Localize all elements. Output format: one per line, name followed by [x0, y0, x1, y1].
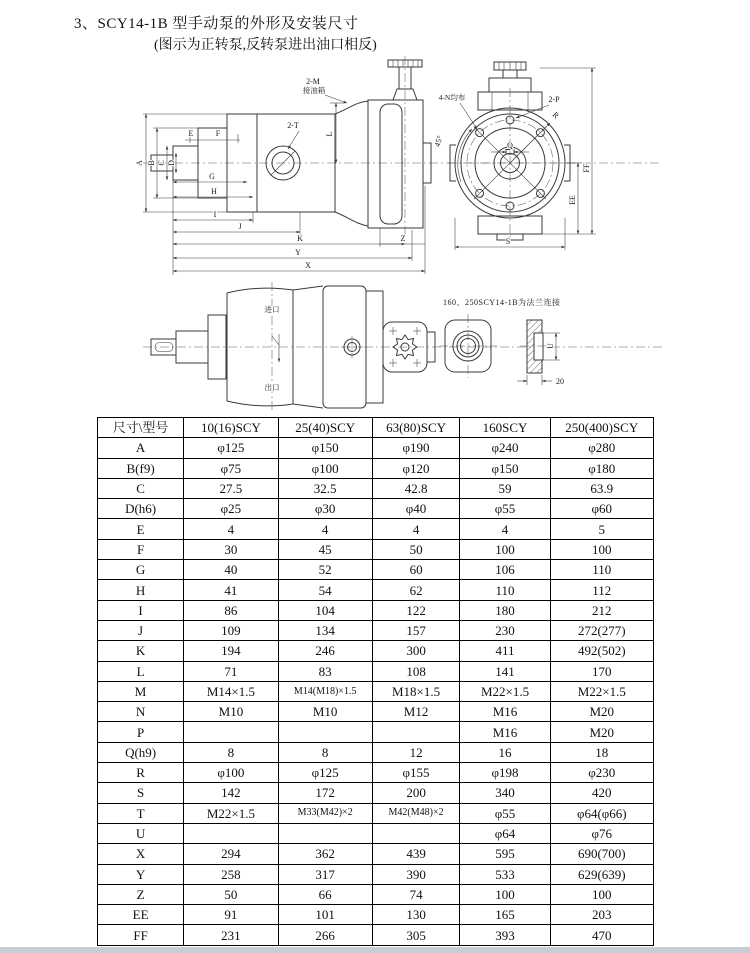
table-cell: φ64	[460, 823, 550, 843]
table-cell: 100	[550, 539, 653, 559]
table-header-row	[98, 418, 654, 438]
table-cell: 165	[460, 905, 550, 925]
table-cell: 60	[372, 560, 460, 580]
table-cell: 294	[184, 844, 279, 864]
table-row-label: M	[98, 681, 184, 701]
table-cell: 50	[184, 884, 279, 904]
table-row-label: J	[98, 620, 184, 640]
table-cell: 8	[278, 742, 372, 762]
table-cell: 180	[460, 600, 550, 620]
dim-label-20: 20	[556, 377, 564, 386]
table-cell: 533	[460, 864, 550, 884]
table-cell: M22×1.5	[460, 681, 550, 701]
table-row-label: R	[98, 763, 184, 783]
dimension-table	[97, 417, 654, 946]
table-cell: 317	[278, 864, 372, 884]
dim-label-x: X	[305, 261, 311, 270]
table-row	[98, 844, 654, 864]
table-cell: 16	[460, 742, 550, 762]
table-row-label: L	[98, 661, 184, 681]
table-cell: 194	[184, 641, 279, 661]
dim-label-g: G	[209, 172, 215, 181]
table-cell: φ25	[184, 499, 279, 519]
table-cell: M16	[460, 702, 550, 722]
table-cell: 86	[184, 600, 279, 620]
dim-label-u: U	[546, 343, 555, 349]
port-label-tank: 接油箱	[302, 86, 326, 95]
table-cell	[372, 722, 460, 742]
table-cell: 91	[184, 905, 279, 925]
page-bottom-edge	[0, 947, 750, 953]
table-cell: 142	[184, 783, 279, 803]
table-row	[98, 823, 654, 843]
table-cell: M14×1.5	[184, 681, 279, 701]
table-cell	[278, 823, 372, 843]
table-header-cell: 160SCY	[460, 418, 550, 438]
table-cell: φ64(φ66)	[550, 803, 653, 823]
table-cell: 100	[460, 884, 550, 904]
table-cell: 629(639)	[550, 864, 653, 884]
dim-label-l: L	[325, 131, 334, 137]
table-row	[98, 499, 654, 519]
table-row-label: C	[98, 478, 184, 498]
table-cell: 231	[184, 925, 279, 945]
table-row	[98, 458, 654, 478]
table-cell: φ55	[460, 803, 550, 823]
table-cell: 110	[460, 580, 550, 600]
table-cell: 5	[550, 519, 653, 539]
table-cell: 104	[278, 600, 372, 620]
table-cell: 40	[184, 560, 279, 580]
table-cell	[184, 722, 279, 742]
table-row-label: FF	[98, 925, 184, 945]
dim-label-e: E	[188, 129, 194, 138]
label-45deg: 45°	[432, 134, 445, 148]
table-row-label: H	[98, 580, 184, 600]
pump-technical-drawing	[0, 50, 750, 420]
table-cell: φ30	[278, 499, 372, 519]
table-cell: 4	[278, 519, 372, 539]
page-subtitle: (图示为正转泵,反转泵进出油口相反)	[154, 38, 377, 53]
table-cell: φ40	[372, 499, 460, 519]
table-row	[98, 681, 654, 701]
table-cell: 62	[372, 580, 460, 600]
table-cell: M22×1.5	[184, 803, 279, 823]
table-cell: M14(M18)×1.5	[278, 681, 372, 701]
table-cell: 63.9	[550, 478, 653, 498]
table-row	[98, 884, 654, 904]
table-cell: φ150	[278, 438, 372, 458]
table-row-label: F	[98, 539, 184, 559]
table-cell: 172	[278, 783, 372, 803]
table-row	[98, 438, 654, 458]
front-view	[433, 62, 596, 250]
dim-label-ee: EE	[568, 195, 577, 205]
table-cell: 42.8	[372, 478, 460, 498]
table-row	[98, 722, 654, 742]
table-cell: 74	[372, 884, 460, 904]
table-cell: φ198	[460, 763, 550, 783]
table-cell: M42(M48)×2	[372, 803, 460, 823]
table-row	[98, 803, 654, 823]
table-cell: 690(700)	[550, 844, 653, 864]
table-cell: 420	[550, 783, 653, 803]
dim-label-f: F	[215, 129, 221, 138]
label-2p: 2-P	[548, 95, 560, 104]
side-view	[140, 56, 662, 236]
table-cell: φ190	[372, 438, 460, 458]
dim-label-a: A	[135, 160, 144, 166]
dim-label-s: S	[505, 237, 511, 246]
flange-note: 160、250SCY14-1B为法兰连接	[443, 298, 561, 307]
table-row	[98, 641, 654, 661]
table-cell: φ125	[278, 763, 372, 783]
table-cell: 41	[184, 580, 279, 600]
dim-label-r: R	[550, 110, 561, 121]
table-row-label: K	[98, 641, 184, 661]
table-row	[98, 620, 654, 640]
table-cell	[184, 823, 279, 843]
table-header-cell: 尺寸\型号	[98, 418, 184, 438]
table-header-cell: 250(400)SCY	[550, 418, 653, 438]
table-row-label: B(f9)	[98, 458, 184, 478]
table-row	[98, 539, 654, 559]
table-cell: 362	[278, 844, 372, 864]
table-cell: 27.5	[184, 478, 279, 498]
table-cell: M12	[372, 702, 460, 722]
table-cell	[372, 823, 460, 843]
table-cell: φ75	[184, 458, 279, 478]
table-cell: M20	[550, 722, 653, 742]
table-cell: 157	[372, 620, 460, 640]
dim-label-ff: FF	[582, 163, 591, 173]
table-cell: φ180	[550, 458, 653, 478]
table-row-label: S	[98, 783, 184, 803]
port-label-2m: 2-M	[306, 77, 320, 86]
dim-label-y: Y	[295, 248, 301, 257]
flange-detail-views	[439, 297, 564, 386]
table-cell: 32.5	[278, 478, 372, 498]
dim-label-d: D	[167, 160, 176, 166]
table-cell: 8	[184, 742, 279, 762]
table-header-cell: 63(80)SCY	[372, 418, 460, 438]
table-cell: 12	[372, 742, 460, 762]
dim-label-j: J	[238, 222, 242, 231]
table-cell: 230	[460, 620, 550, 640]
table-cell	[278, 722, 372, 742]
table-cell: 266	[278, 925, 372, 945]
table-cell: φ155	[372, 763, 460, 783]
table-cell: 390	[372, 864, 460, 884]
table-cell: 108	[372, 661, 460, 681]
table-cell: 492(502)	[550, 641, 653, 661]
table-cell: 106	[460, 560, 550, 580]
table-cell: φ55	[460, 499, 550, 519]
table-cell: 439	[372, 844, 460, 864]
table-cell: 272(277)	[550, 620, 653, 640]
table-cell: 212	[550, 600, 653, 620]
table-row	[98, 763, 654, 783]
table-cell: M33(M42)×2	[278, 803, 372, 823]
table-row	[98, 519, 654, 539]
table-row-label: X	[98, 844, 184, 864]
table-cell: 305	[372, 925, 460, 945]
table-row-label: G	[98, 560, 184, 580]
handwheel-front	[494, 62, 526, 78]
table-cell: 71	[184, 661, 279, 681]
dim-label-b: B	[147, 160, 156, 166]
table-cell: 30	[184, 539, 279, 559]
dim-label-z: Z	[400, 234, 406, 243]
table-cell: φ100	[278, 458, 372, 478]
table-row	[98, 560, 654, 580]
table-row	[98, 661, 654, 681]
table-cell: 109	[184, 620, 279, 640]
table-cell: 595	[460, 844, 550, 864]
table-cell: 246	[278, 641, 372, 661]
table-cell: 54	[278, 580, 372, 600]
table-cell: M10	[184, 702, 279, 722]
outlet-label: 出口	[264, 383, 280, 392]
table-row-label: Z	[98, 884, 184, 904]
table-row-label: Y	[98, 864, 184, 884]
table-row	[98, 478, 654, 498]
table-cell: M16	[460, 722, 550, 742]
table-cell: M20	[550, 702, 653, 722]
table-cell: 59	[460, 478, 550, 498]
table-cell: 52	[278, 560, 372, 580]
table-cell: 300	[372, 641, 460, 661]
table-header-cell: 10(16)SCY	[184, 418, 279, 438]
bottom-view	[143, 282, 662, 412]
table-row-label: N	[98, 702, 184, 722]
table-cell: 112	[550, 580, 653, 600]
table-cell: 470	[550, 925, 653, 945]
table-cell: 18	[550, 742, 653, 762]
table-cell: M22×1.5	[550, 681, 653, 701]
dim-label-h: H	[211, 187, 217, 196]
table-row-label: I	[98, 600, 184, 620]
table-cell: 45	[278, 539, 372, 559]
table-row-label: T	[98, 803, 184, 823]
page-title: 3、SCY14-1B 型手动泵的外形及安装尺寸	[74, 16, 359, 32]
table-cell: 101	[278, 905, 372, 925]
table-row-label: E	[98, 519, 184, 539]
table-cell: 258	[184, 864, 279, 884]
table-cell: 100	[550, 884, 653, 904]
port-label-2t: 2-T	[287, 121, 299, 130]
table-cell: 4	[460, 519, 550, 539]
table-cell: 100	[460, 539, 550, 559]
table-row	[98, 864, 654, 884]
table-cell: 130	[372, 905, 460, 925]
dim-label-k: K	[297, 234, 303, 243]
table-row	[98, 580, 654, 600]
table-row-label: U	[98, 823, 184, 843]
table-cell: 200	[372, 783, 460, 803]
table-row-label: Q(h9)	[98, 742, 184, 762]
table-cell: 4	[184, 519, 279, 539]
table-cell: 393	[460, 925, 550, 945]
table-cell: 203	[550, 905, 653, 925]
table-cell: φ76	[550, 823, 653, 843]
table-cell: 411	[460, 641, 550, 661]
table-row	[98, 742, 654, 762]
table-cell: φ230	[550, 763, 653, 783]
table-cell: 340	[460, 783, 550, 803]
table-cell: φ60	[550, 499, 653, 519]
table-cell: φ280	[550, 438, 653, 458]
dim-label-i: I	[213, 210, 217, 219]
dim-label-c: C	[157, 160, 166, 166]
dim-label-q: Q	[507, 141, 513, 150]
table-row	[98, 600, 654, 620]
table-cell: 110	[550, 560, 653, 580]
table-row	[98, 783, 654, 803]
table-cell: M10	[278, 702, 372, 722]
table-cell: 170	[550, 661, 653, 681]
table-cell: φ125	[184, 438, 279, 458]
label-4n: 4-N均布	[438, 93, 466, 102]
table-row	[98, 905, 654, 925]
table-cell: 134	[278, 620, 372, 640]
table-cell: φ240	[460, 438, 550, 458]
table-cell: 83	[278, 661, 372, 681]
table-cell: 4	[372, 519, 460, 539]
table-row-label: A	[98, 438, 184, 458]
table-row	[98, 925, 654, 945]
table-cell: φ100	[184, 763, 279, 783]
table-cell: φ150	[460, 458, 550, 478]
table-cell: 50	[372, 539, 460, 559]
table-row-label: P	[98, 722, 184, 742]
table-cell: 122	[372, 600, 460, 620]
table-row-label: EE	[98, 905, 184, 925]
table-cell: φ120	[372, 458, 460, 478]
table-header-cell: 25(40)SCY	[278, 418, 372, 438]
table-row	[98, 702, 654, 722]
table-cell: M18×1.5	[372, 681, 460, 701]
table-cell: 66	[278, 884, 372, 904]
table-row-label: D(h6)	[98, 499, 184, 519]
inlet-label: 进口	[264, 305, 280, 314]
table-cell: 141	[460, 661, 550, 681]
